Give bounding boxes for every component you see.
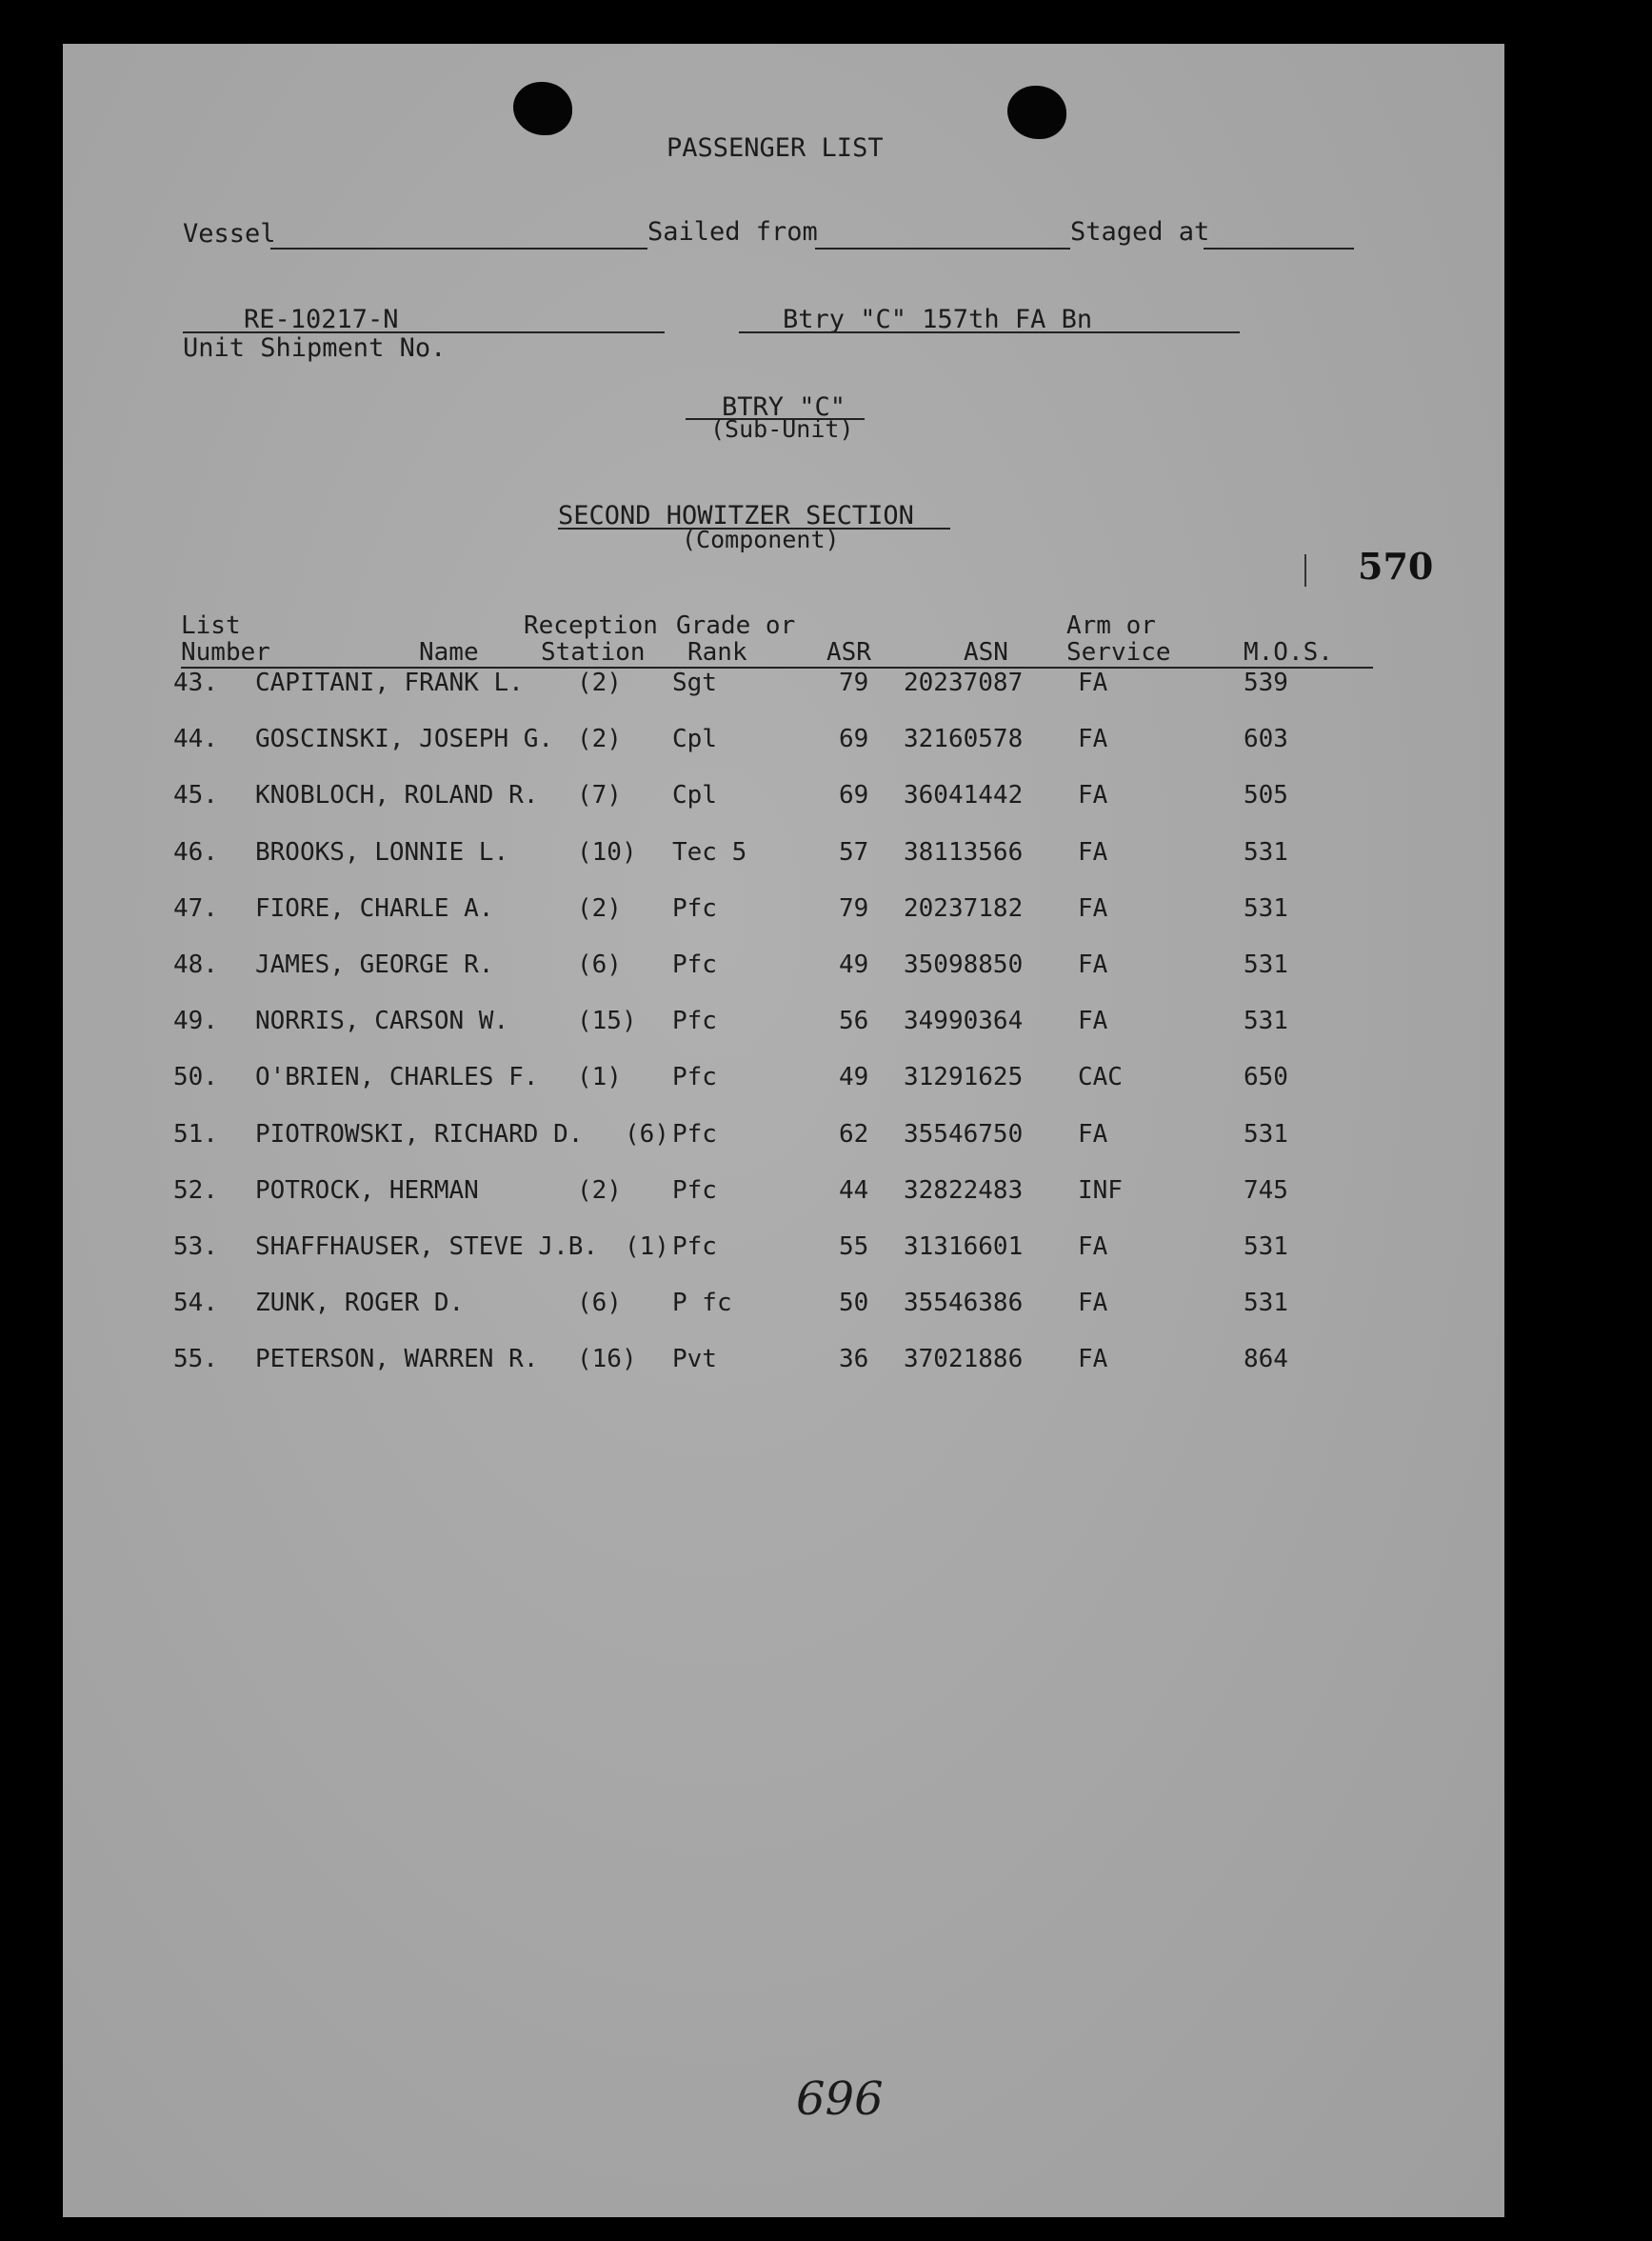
arm-service: FA — [1078, 1232, 1108, 1261]
asr-value: 79 — [839, 669, 869, 697]
passenger-name: JAMES, GEORGE R. — [255, 950, 494, 979]
staged-at-blank-line — [1204, 248, 1354, 250]
reception-station: (6) — [577, 950, 622, 979]
asr-value: 79 — [839, 894, 869, 923]
staged-at-label: Staged at — [1070, 217, 1210, 247]
asn-value: 37021886 — [904, 1345, 1024, 1373]
unit-shipment-label: Unit Shipment No. — [183, 333, 447, 363]
list-number: 50. — [173, 1063, 218, 1091]
col-header-mos: M.O.S. — [1244, 638, 1333, 667]
component-label: (Component) — [682, 526, 840, 553]
grade-rank: Pfc — [672, 1176, 717, 1205]
arm-service: FA — [1078, 1120, 1108, 1149]
arm-service: FA — [1078, 725, 1108, 753]
reception-station: (15) — [577, 1007, 637, 1035]
passenger-name: O'BRIEN, CHARLES F. — [255, 1063, 539, 1091]
handwritten-page-number: 696 — [796, 2072, 884, 2126]
arm-service: FA — [1078, 669, 1108, 697]
col-header-asr: ASR — [826, 638, 871, 667]
asr-value: 56 — [839, 1007, 869, 1035]
reception-station: (7) — [577, 781, 622, 810]
list-number: 54. — [173, 1289, 218, 1317]
mos-code: 505 — [1244, 781, 1288, 810]
asn-value: 31316601 — [904, 1232, 1024, 1261]
list-number: 48. — [173, 950, 218, 979]
reception-station: (6) — [577, 1289, 622, 1317]
asn-value: 34990364 — [904, 1007, 1024, 1035]
mos-code: 531 — [1244, 1120, 1288, 1149]
asn-value: 38113566 — [904, 838, 1024, 867]
asn-value: 35098850 — [904, 950, 1024, 979]
mos-code: 531 — [1244, 1007, 1288, 1035]
asn-value: 31291625 — [904, 1063, 1024, 1091]
asr-value: 50 — [839, 1289, 869, 1317]
asn-value: 36041442 — [904, 781, 1024, 810]
grade-rank: Pfc — [672, 950, 717, 979]
mos-code: 864 — [1244, 1345, 1288, 1373]
list-number: 43. — [173, 669, 218, 697]
passenger-name: PETERSON, WARREN R. — [255, 1345, 539, 1373]
sailed-from-blank-line — [815, 248, 1070, 250]
reception-station: (1) — [625, 1232, 669, 1261]
passenger-name: GOSCINSKI, JOSEPH G. — [255, 725, 554, 753]
unit-name: Btry "C" 157th FA Bn — [783, 305, 1093, 334]
passenger-name: KNOBLOCH, ROLAND R. — [255, 781, 539, 810]
document-title: PASSENGER LIST — [667, 133, 884, 163]
mos-code: 603 — [1244, 725, 1288, 753]
reception-station: (10) — [577, 838, 637, 867]
col-header-number: Number — [181, 638, 270, 667]
asr-value: 49 — [839, 950, 869, 979]
unit-shipment-number: RE-10217-N — [244, 305, 399, 334]
arm-service: FA — [1078, 950, 1108, 979]
passenger-name: POTROCK, HERMAN — [255, 1176, 479, 1205]
punch-hole-right — [1007, 86, 1066, 139]
sailed-from-label: Sailed from — [647, 217, 818, 247]
mos-code: 531 — [1244, 894, 1288, 923]
list-number: 49. — [173, 1007, 218, 1035]
grade-rank: Pfc — [672, 1063, 717, 1091]
mos-code: 531 — [1244, 838, 1288, 867]
list-number: 53. — [173, 1232, 218, 1261]
passenger-name: PIOTROWSKI, RICHARD D. — [255, 1120, 584, 1149]
asr-value: 49 — [839, 1063, 869, 1091]
grade-rank: Tec 5 — [672, 838, 747, 867]
reception-station: (2) — [577, 725, 622, 753]
asn-value: 35546750 — [904, 1120, 1024, 1149]
punch-hole-left — [513, 82, 572, 135]
asr-value: 62 — [839, 1120, 869, 1149]
vessel-label: Vessel — [183, 219, 276, 249]
asr-value: 44 — [839, 1176, 869, 1205]
asn-value: 20237087 — [904, 669, 1024, 697]
sub-unit-label: (Sub-Unit) — [710, 415, 854, 443]
arm-service: FA — [1078, 781, 1108, 810]
list-number: 45. — [173, 781, 218, 810]
vessel-blank-line — [270, 248, 647, 250]
list-number: 44. — [173, 725, 218, 753]
grade-rank: Pfc — [672, 1007, 717, 1035]
reception-station: (2) — [577, 1176, 622, 1205]
component-value: SECOND HOWITZER SECTION — [558, 501, 914, 530]
mos-code: 531 — [1244, 1289, 1288, 1317]
asn-value: 20237182 — [904, 894, 1024, 923]
arm-service: INF — [1078, 1176, 1123, 1205]
asn-value: 32160578 — [904, 725, 1024, 753]
col-header-service: Service — [1066, 638, 1171, 667]
passenger-name: NORRIS, CARSON W. — [255, 1007, 509, 1035]
col-header-grade: Grade or — [676, 611, 796, 640]
unit-name-line — [739, 331, 1240, 333]
arm-service: FA — [1078, 1007, 1108, 1035]
list-number: 51. — [173, 1120, 218, 1149]
stamp-tick-mark — [1304, 554, 1306, 587]
col-header-arm: Arm or — [1066, 611, 1156, 640]
mos-code: 531 — [1244, 1232, 1288, 1261]
stamp-number: 570 — [1358, 545, 1434, 588]
arm-service: FA — [1078, 1289, 1108, 1317]
asr-value: 69 — [839, 725, 869, 753]
asr-value: 55 — [839, 1232, 869, 1261]
passenger-name: CAPITANI, FRANK L. — [255, 669, 524, 697]
reception-station: (2) — [577, 669, 622, 697]
reception-station: (1) — [577, 1063, 622, 1091]
arm-service: FA — [1078, 1345, 1108, 1373]
arm-service: FA — [1078, 894, 1108, 923]
passenger-name: BROOKS, LONNIE L. — [255, 838, 509, 867]
asr-value: 57 — [839, 838, 869, 867]
asr-value: 36 — [839, 1345, 869, 1373]
mos-code: 539 — [1244, 669, 1288, 697]
list-number: 47. — [173, 894, 218, 923]
mos-code: 650 — [1244, 1063, 1288, 1091]
list-number: 52. — [173, 1176, 218, 1205]
grade-rank: Pfc — [672, 1232, 717, 1261]
col-header-name: Name — [419, 638, 479, 667]
grade-rank: Sgt — [672, 669, 717, 697]
grade-rank: Pvt — [672, 1345, 717, 1373]
col-header-asn: ASN — [964, 638, 1008, 667]
grade-rank: Cpl — [672, 725, 717, 753]
mos-code: 745 — [1244, 1176, 1288, 1205]
document-page — [63, 44, 1504, 2217]
grade-rank: Pfc — [672, 1120, 717, 1149]
passenger-name: FIORE, CHARLE A. — [255, 894, 494, 923]
arm-service: CAC — [1078, 1063, 1123, 1091]
col-header-reception: Reception — [524, 611, 658, 640]
arm-service: FA — [1078, 838, 1108, 867]
grade-rank: Pfc — [672, 894, 717, 923]
passenger-name: SHAFFHAUSER, STEVE J.B. — [255, 1232, 599, 1261]
asr-value: 69 — [839, 781, 869, 810]
sub-unit-value: BTRY "C" — [722, 392, 846, 422]
grade-rank: P fc — [672, 1289, 732, 1317]
passenger-name: ZUNK, ROGER D. — [255, 1289, 465, 1317]
asn-value: 32822483 — [904, 1176, 1024, 1205]
list-number: 46. — [173, 838, 218, 867]
col-header-list: List — [181, 611, 241, 640]
mos-code: 531 — [1244, 950, 1288, 979]
col-header-station: Station — [541, 638, 646, 667]
asn-value: 35546386 — [904, 1289, 1024, 1317]
grade-rank: Cpl — [672, 781, 717, 810]
reception-station: (6) — [625, 1120, 669, 1149]
list-number: 55. — [173, 1345, 218, 1373]
col-header-rank: Rank — [687, 638, 747, 667]
reception-station: (16) — [577, 1345, 637, 1373]
reception-station: (2) — [577, 894, 622, 923]
